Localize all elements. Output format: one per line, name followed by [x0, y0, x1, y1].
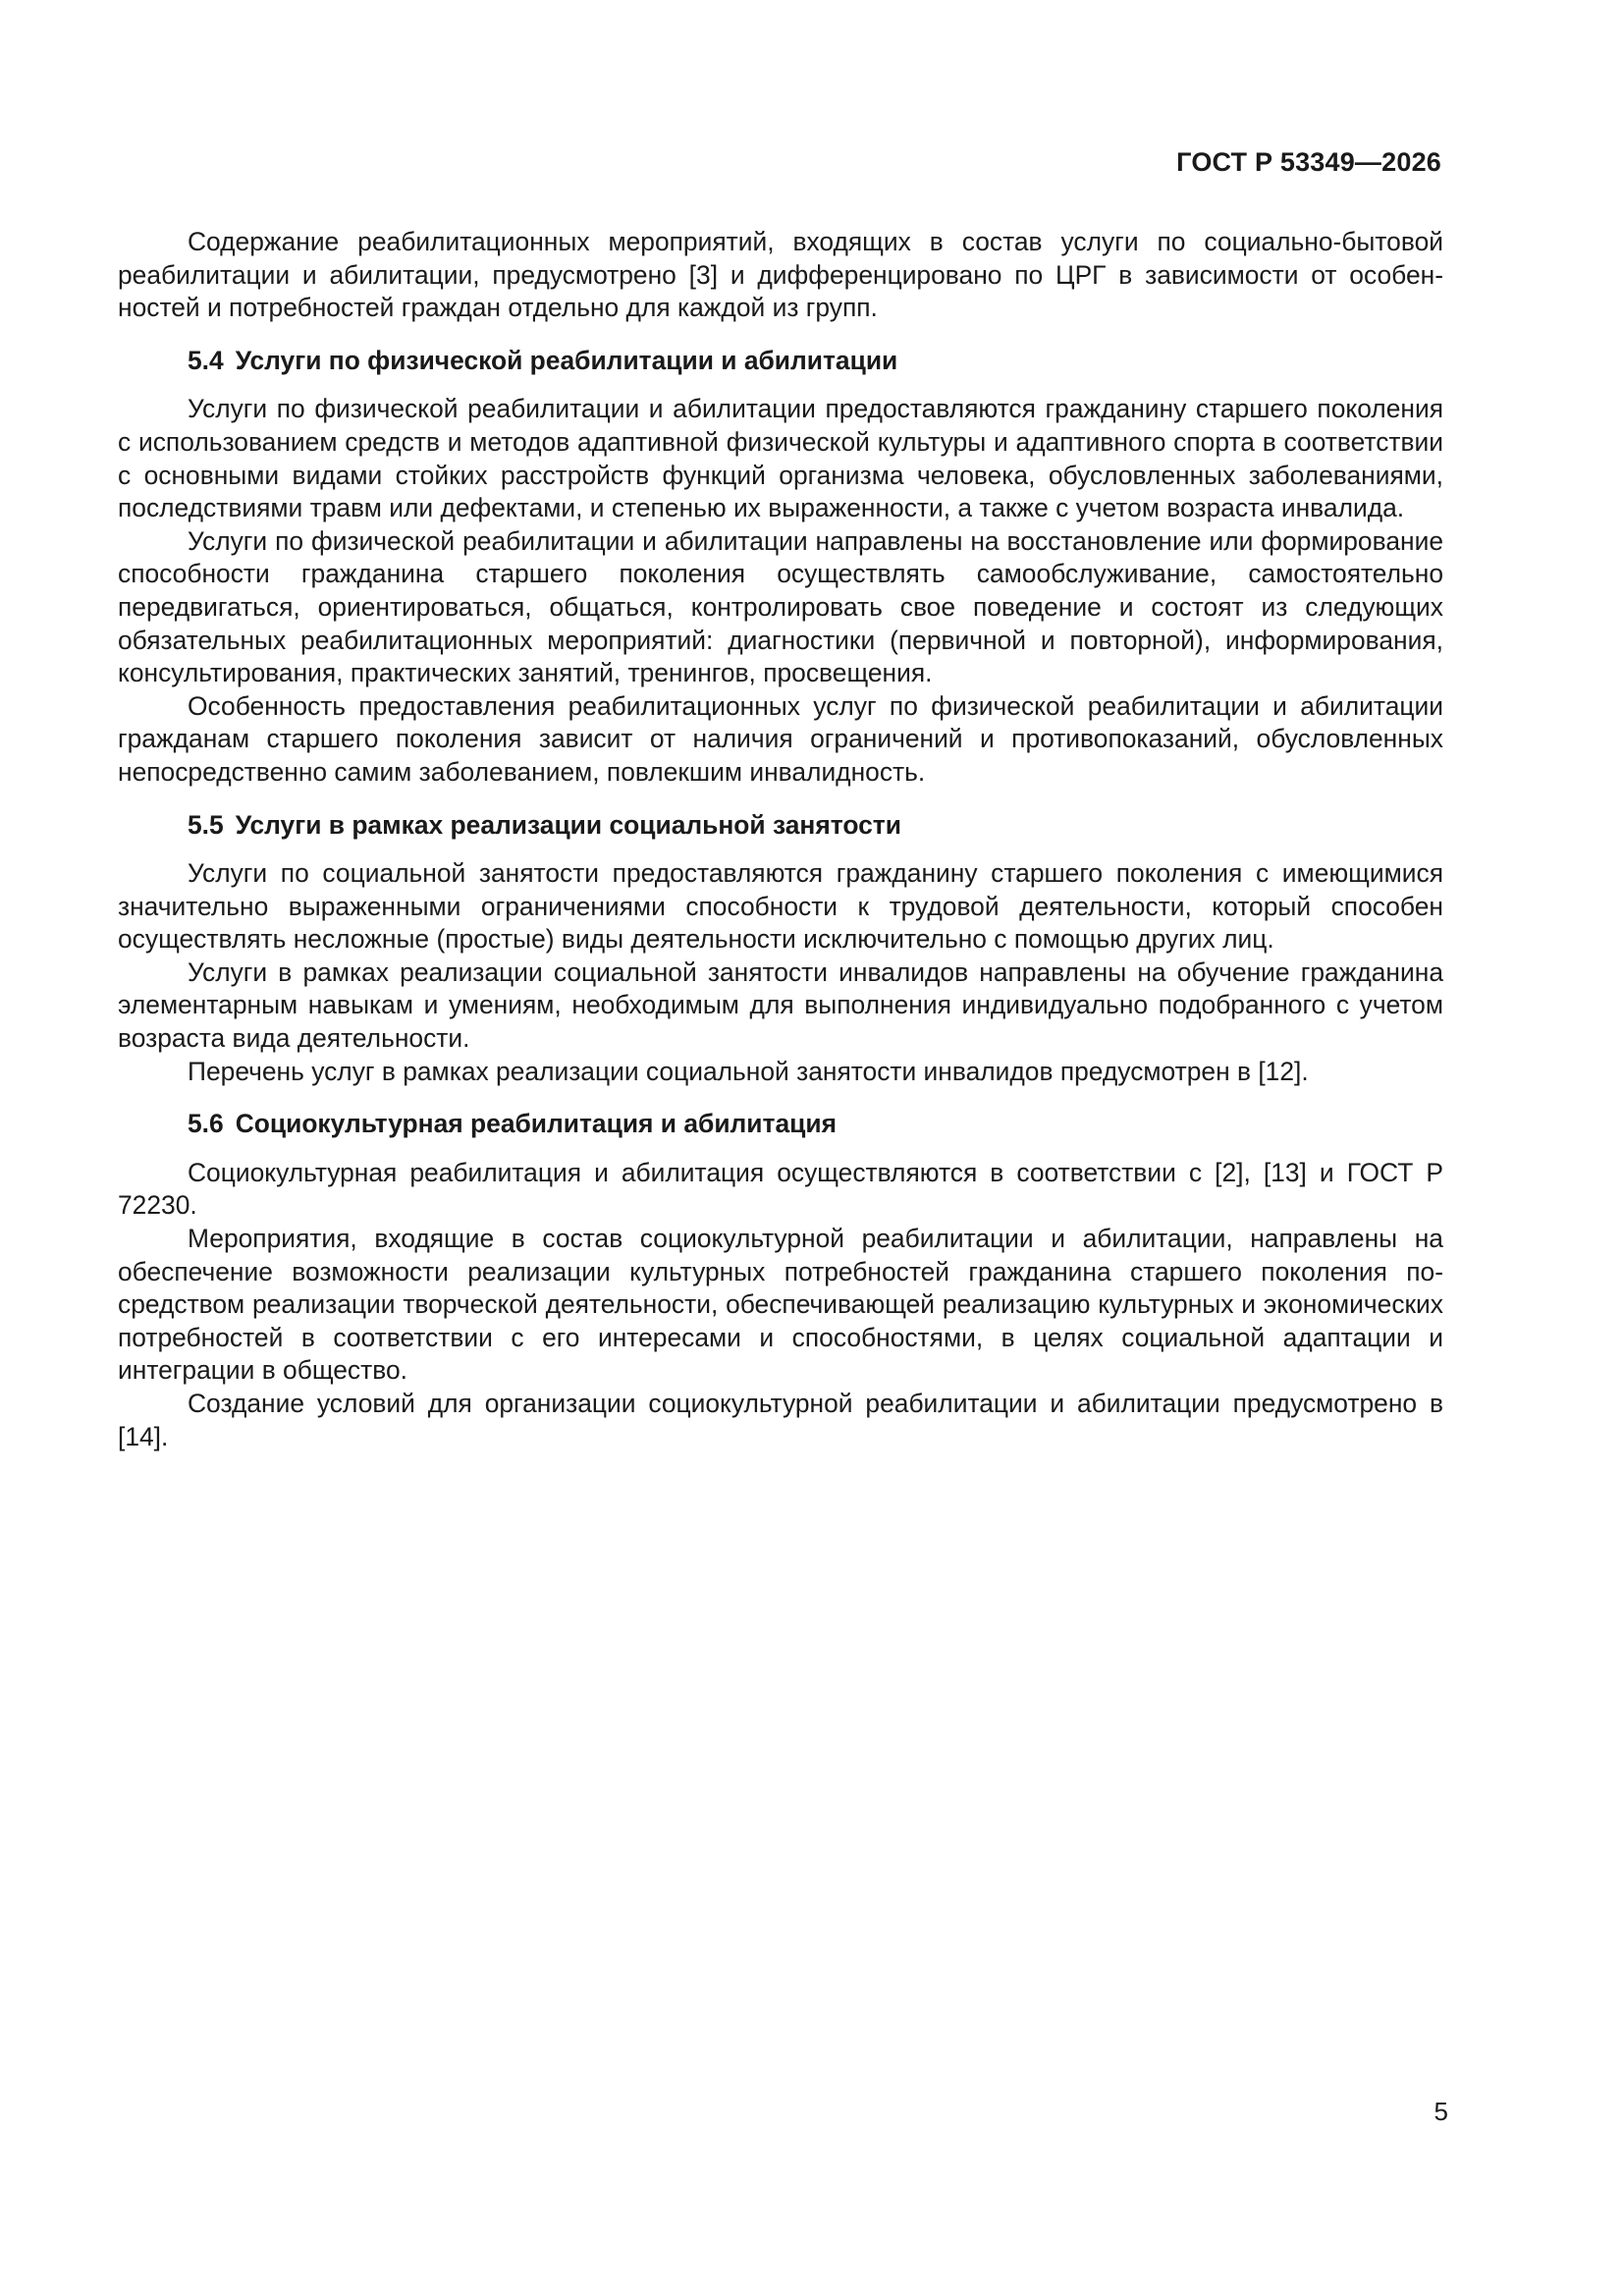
- paragraph: Услуги в рамках реализации социальной занятости инвалидов направлены на обучение гражданина элементарным навыкам и умениям, необходимым для выполнения индивидуально подобранного с учетом возраста вида деятельности.: [118, 957, 1443, 1054]
- section-number: 5.4: [188, 345, 224, 375]
- section-number: 5.6: [188, 1109, 224, 1139]
- page-number: 5: [1434, 2097, 1448, 2126]
- paragraph: Создание условий для организации социокультурной реабилитации и абилитации предусмотрено в [14].: [118, 1389, 1443, 1451]
- section-heading-5-6: [118, 1108, 1443, 1141]
- paragraph: Особенность предоставления реабилитационных услуг по физической реабилитации и абилитации гражданам старшего поколения зависит от наличия ограничений и противопоказаний, обусловленных непосредственно самим заболеванием, повлекшим инвалидность.: [118, 690, 1443, 787]
- paragraph: Услуги по социальной занятости предоставляются гражданину старшего поколения с имеющимися значительно выраженными ограничениями способности к трудовой деятельности, который способен осуществлять несложные (простые) виды деятельности исключительно с помощью других лиц.: [118, 858, 1443, 955]
- paragraph: Перечень услуг в рамках реализации социальной занятости инвалидов предусмотрен в [12].: [188, 1056, 1309, 1086]
- section-title: Услуги в рамках реализации социальной занятости: [235, 809, 901, 840]
- document-code: ГОСТ Р 53349—2026: [1176, 147, 1441, 177]
- paragraph: Услуги по физической реабилитации и абилитации направлены на восстановление или формирование способности гражданина старшего поколения осуществлять самообслуживание, самостоятельно передвигаться, ориентироваться, общаться, контролировать свое поведение и состоят из следующих обязательных реабилитационных мероприятий: диагностики (первичной и повторной), информирования, консультирования, практических занятий, тренингов, просвещения.: [118, 525, 1443, 688]
- intro-paragraph: Содержание реабилитационных мероприятий, входящих в состав услуги по социально-бытовой реабилитации и абилитации, предусмотрено [3] и дифференцировано по ЦРГ в зависимости от особенностей и потребностей граждан отдельно для каждой из групп.: [118, 227, 1443, 323]
- section-title: Социокультурная реабилитация и абилитация: [235, 1109, 837, 1139]
- section-heading-5-5: [118, 809, 1443, 843]
- document-body: [118, 226, 1443, 1453]
- paragraph: Мероприятия, входящие в состав социокультурной реабилитации и абилитации, направлены на обеспечение возможности реализации культурных потребностей гражданина старшего поколения посредством реализации творческой деятельности, обеспечивающей реализацию культурных и экономических потребностей в соответствии с его интересами и способностями, в целях социальной адаптации и интеграции в общество.: [118, 1224, 1443, 1386]
- section-title: Услуги по физической реабилитации и абилитации: [235, 345, 898, 375]
- paragraph: Услуги по физической реабилитации и абилитации предоставляются гражданину старшего поколения с использованием средств и методов адаптивной физической культуры и адаптивного спорта в соответствии с основными видами стойких расстройств функций организма человека, обусловленных заболеваниями, последствиями травм или дефектами, и степенью их выраженности, а также с учетом возраста инвалида.: [118, 394, 1443, 523]
- paragraph: Социокультурная реабилитация и абилитация осуществляются в соответствии с [2], [13] и ГОСТ Р 72230.: [118, 1157, 1443, 1221]
- section-number: 5.5: [188, 809, 224, 840]
- section-heading-5-4: [118, 345, 1443, 378]
